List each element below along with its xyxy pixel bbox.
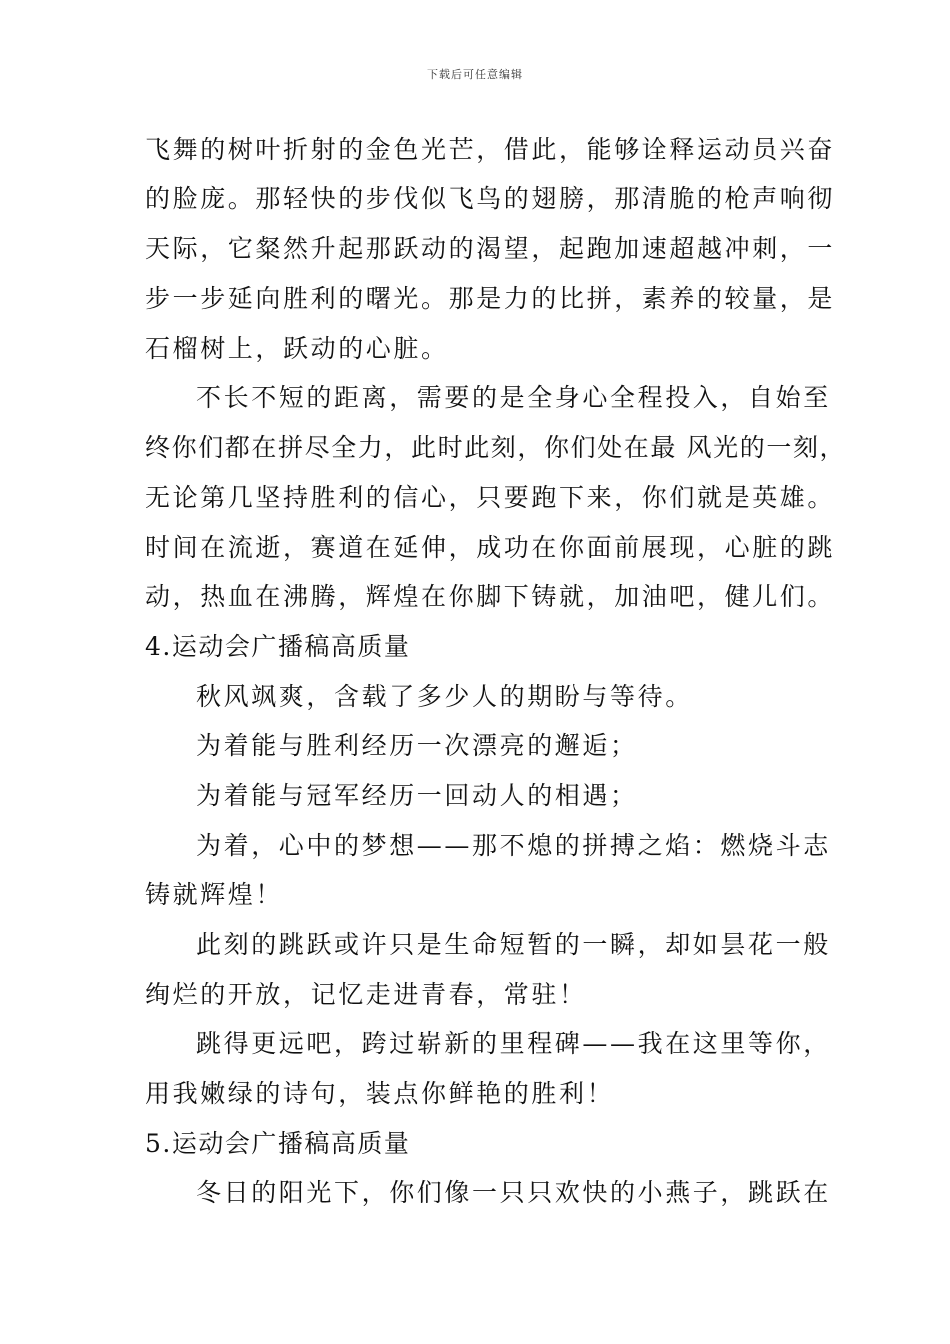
- body-line: 飞舞的树叶折射的金色光芒，借此，能够诠释运动员兴奋: [145, 135, 836, 164]
- body-line: 为着能与胜利经历一次漂亮的邂逅；: [196, 731, 638, 760]
- body-line: 绚烂的开放，记忆走进青春，常驻！: [145, 980, 587, 1009]
- body-line: 石榴树上，跃动的心脏。: [145, 334, 449, 363]
- body-line: 步一步延向胜利的曙光。那是力的比拼，素养的较量，是: [145, 284, 836, 313]
- body-line: 冬日的阳光下，你们像一只只欢快的小燕子，跳跃在: [196, 1178, 831, 1207]
- body-line: 时间在流逝，赛道在延伸，成功在你面前展现，心脏的跳: [145, 533, 836, 562]
- body-line: 不长不短的距离，需要的是全身心全程投入，自始至: [196, 383, 831, 412]
- body-line: 终你们都在拼尽全力，此时此刻，你们处在最 风光的一刻，: [145, 433, 847, 462]
- body-line: 为着，心中的梦想——那不熄的拼搏之焰：燃烧斗志: [196, 831, 831, 860]
- body-line: 跳得更远吧，跨过崭新的里程碑——我在这里等你，: [196, 1029, 831, 1058]
- body-line: 的脸庞。那轻快的步伐似飞鸟的翅膀，那清脆的枪声响彻: [145, 184, 836, 213]
- section-heading-4: 4.运动会广播稿高质量: [145, 632, 411, 661]
- body-line: 用我嫩绿的诗句，装点你鲜艳的胜利！: [145, 1079, 615, 1108]
- body-line: 动，热血在沸腾，辉煌在你脚下铸就，加油吧，健儿们。: [145, 582, 836, 611]
- page-header: 下载后可任意编辑: [427, 68, 523, 81]
- body-line: 秋风飒爽，含载了多少人的期盼与等待。: [196, 682, 693, 711]
- body-line: 铸就辉煌！: [145, 880, 284, 909]
- body-line: 无论第几坚持胜利的信心，只要跑下来，你们就是英雄。: [145, 483, 836, 512]
- section-heading-5: 5.运动会广播稿高质量: [145, 1129, 411, 1158]
- body-line: 为着能与冠军经历一回动人的相遇；: [196, 781, 638, 810]
- body-line: 天际，它粲然升起那跃动的渴望，起跑加速超越冲刺，一: [145, 234, 836, 263]
- body-line: 此刻的跳跃或许只是生命短暂的一瞬，却如昙花一般: [196, 930, 831, 959]
